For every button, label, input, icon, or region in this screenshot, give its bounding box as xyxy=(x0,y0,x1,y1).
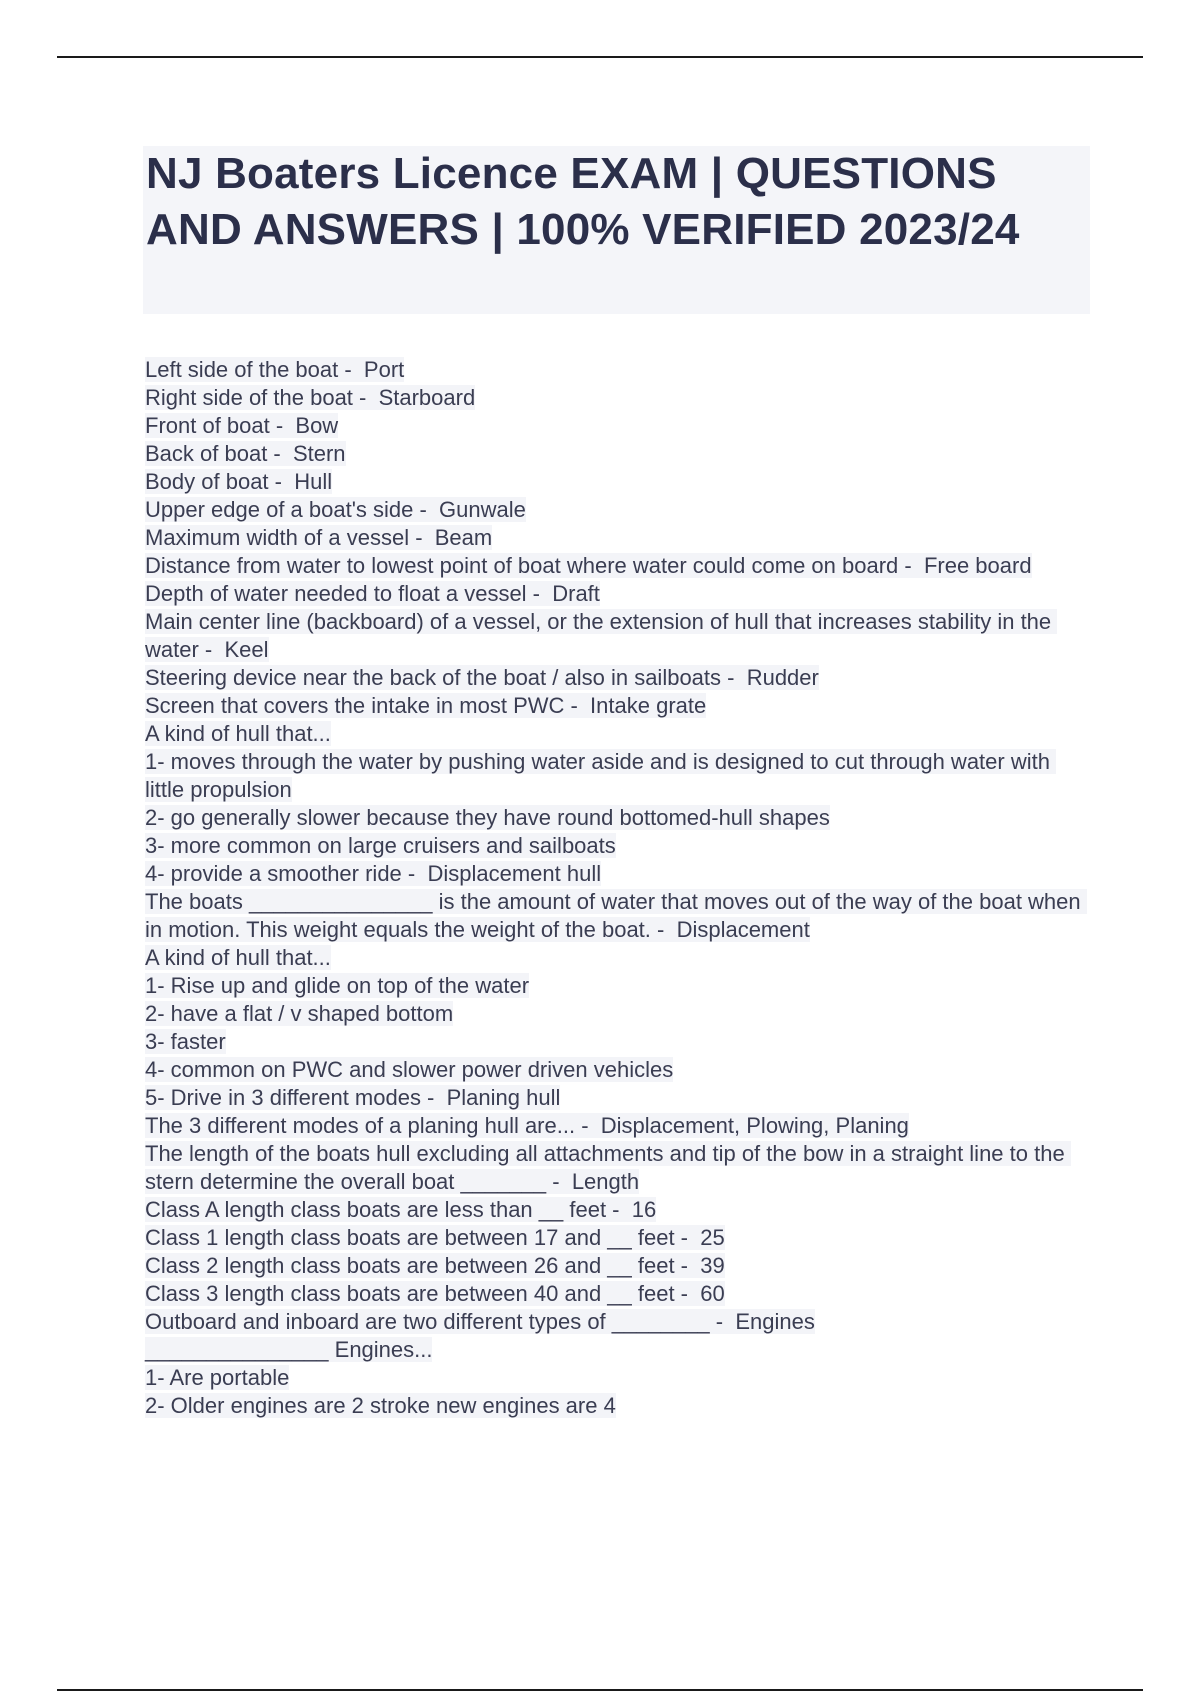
bottom-rule xyxy=(57,1689,1143,1691)
qa-line: Outboard and inboard are two different types of ________ - Engines xyxy=(145,1309,815,1334)
qa-line: Class 2 length class boats are between 26 and __ feet - 39 xyxy=(145,1253,725,1278)
qa-line: Left side of the boat - Port xyxy=(145,357,405,382)
qa-line: Class 3 length class boats are between 40 and __ feet - 60 xyxy=(145,1281,725,1306)
qa-line: Back of boat - Stern xyxy=(145,441,346,466)
qa-line: Class 1 length class boats are between 17 and __ feet - 25 xyxy=(145,1225,725,1250)
qa-line: Body of boat - Hull xyxy=(145,469,333,494)
qa-line: 2- Older engines are 2 stroke new engines are 4 xyxy=(145,1393,616,1418)
qa-line: Screen that covers the intake in most PWC - Intake grate xyxy=(145,693,707,718)
qa-line: Main center line (backboard) of a vessel, or the extension of hull that increases stability in the water - Keel xyxy=(145,609,1058,662)
qa-line: 3- more common on large cruisers and sailboats xyxy=(145,833,616,858)
title-block xyxy=(143,146,1090,314)
qa-line: 1- Are portable xyxy=(145,1365,290,1390)
qa-line: 2- go generally slower because they have round bottomed-hull shapes xyxy=(145,805,830,830)
qa-line: 4- provide a smoother ride - Displacement hull xyxy=(145,861,602,886)
qa-line: 2- have a flat / v shaped bottom xyxy=(145,1001,454,1026)
qa-line: 5- Drive in 3 different modes - Planing hull xyxy=(145,1085,561,1110)
qa-line: Front of boat - Bow xyxy=(145,413,339,438)
qa-line: Upper edge of a boat's side - Gunwale xyxy=(145,497,526,522)
qa-line: The length of the boats hull excluding all attachments and tip of the bow in a straight line to the stern determine the overall boat _______ - Length xyxy=(145,1141,1071,1194)
qa-line: 1- Rise up and glide on top of the water xyxy=(145,973,530,998)
qa-line: 3- faster xyxy=(145,1029,226,1054)
qa-line: Steering device near the back of the boat / also in sailboats - Rudder xyxy=(145,665,819,690)
qa-line: Depth of water needed to float a vessel - Draft xyxy=(145,581,600,606)
qa-line: 1- moves through the water by pushing water aside and is designed to cut through water with little propulsion xyxy=(145,749,1057,802)
qa-list xyxy=(145,356,1085,1420)
qa-line: The boats _______________ is the amount of water that moves out of the way of the boat when in motion. This weight equals the weight of the boat. - Displacement xyxy=(145,889,1087,942)
qa-line: Right side of the boat - Starboard xyxy=(145,385,476,410)
qa-line: Distance from water to lowest point of boat where water could come on board - Free board xyxy=(145,553,1032,578)
qa-line: Class A length class boats are less than __ feet - 16 xyxy=(145,1197,657,1222)
qa-line: The 3 different modes of a planing hull are... - Displacement, Plowing, Planing xyxy=(145,1113,909,1138)
qa-line: Maximum width of a vessel - Beam xyxy=(145,525,493,550)
qa-line: A kind of hull that... xyxy=(145,945,331,970)
document-title: NJ Boaters Licence EXAM | QUESTIONS AND ANSWERS | 100% VERIFIED 2023/24 xyxy=(146,149,1020,254)
qa-line: 4- common on PWC and slower power driven vehicles xyxy=(145,1057,674,1082)
qa-line: _______________ Engines... xyxy=(145,1337,433,1362)
qa-line: A kind of hull that... xyxy=(145,721,331,746)
top-rule xyxy=(57,56,1143,58)
